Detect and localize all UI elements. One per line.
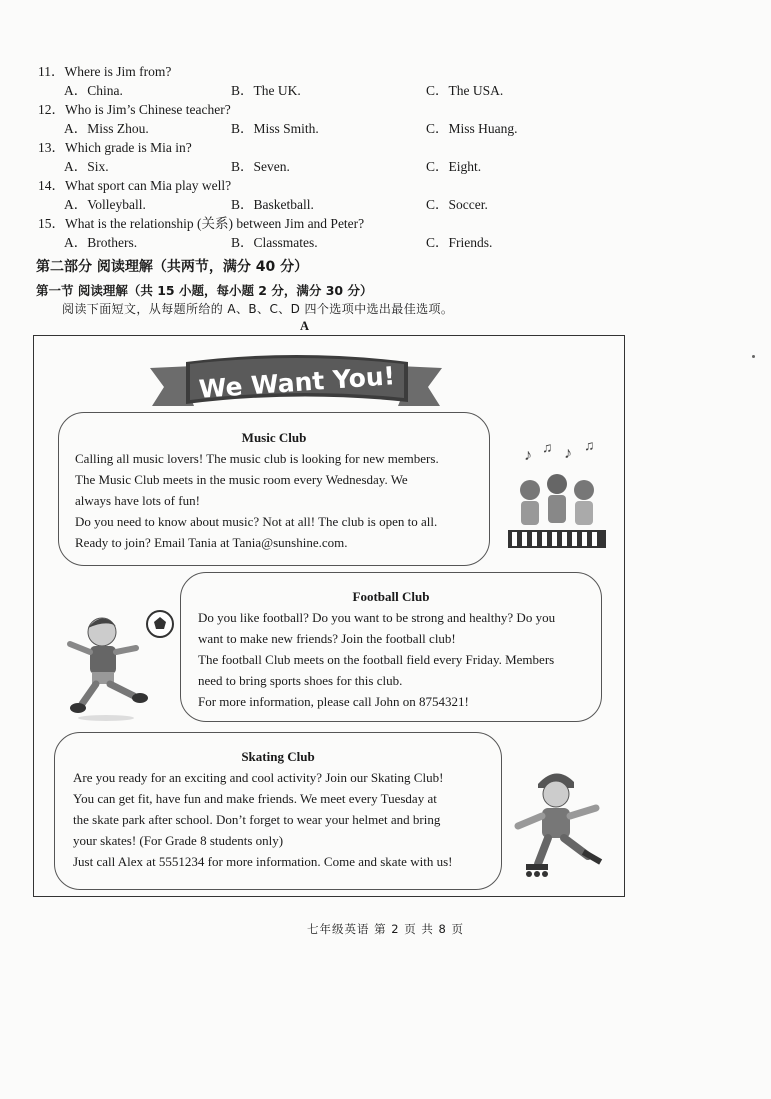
question-15-options [38, 231, 738, 251]
skating-club-line: Are you ready for an exciting and cool activity? Join our Skating Club! [73, 770, 444, 785]
music-club-line: always have lots of fun! [75, 493, 200, 508]
football-player-icon [56, 604, 176, 724]
svg-text:♫: ♫ [584, 439, 595, 454]
football-club-line: Do you like football? Do you want to be strong and healthy? Do you [198, 610, 556, 625]
question-15: 15．What is the relationship (关系) between Jim and Peter? [38, 216, 365, 231]
option-c: C．Eight. [426, 159, 482, 174]
question-13-options [38, 155, 738, 175]
roller-skater-icon [508, 764, 608, 884]
option-b: B．The UK. [231, 83, 301, 98]
question-11-options [38, 79, 738, 99]
part2-title: 第二部分 阅读理解（共两节，满分 40 分） [36, 259, 309, 275]
option-c: C．Soccer. [426, 197, 488, 212]
option-a: A．Miss Zhou. [64, 121, 149, 136]
svg-text:♪: ♪ [564, 445, 572, 462]
question-14-options [38, 193, 738, 213]
option-a: A．Volleyball. [64, 197, 146, 212]
question-12: 12．Who is Jim’s Chinese teacher? [38, 102, 231, 117]
question-11: 11．Where is Jim from? [38, 64, 172, 79]
question-12-options [38, 117, 738, 137]
option-c: C．Friends. [426, 235, 493, 250]
skating-club-line: the skate park after school. Don’t forget to wear your helmet and bring [73, 812, 441, 827]
music-club-card [58, 412, 490, 566]
football-club-card [180, 572, 602, 722]
football-club-line: want to make new friends? Join the football club! [198, 631, 456, 646]
music-club-line: Ready to join? Email Tania at Tania@sunshine.com. [75, 535, 348, 550]
skating-club-line: You can get fit, have fun and make friends. We meet every Tuesday at [73, 791, 437, 806]
option-c: C．Miss Huang. [426, 121, 518, 136]
passage-label: A [300, 319, 310, 333]
music-club-line: Do you need to know about music? Not at all! The club is open to all. [75, 514, 438, 529]
skating-club-line: Just call Alex at 5551234 for more information. Come and skate with us! [73, 854, 453, 869]
music-club-line: Calling all music lovers! The music club is looking for new members. [75, 451, 439, 466]
scan-speck [752, 355, 755, 358]
music-club-line: The Music Club meets in the music room every Wednesday. We [75, 472, 408, 487]
option-b: B．Classmates. [231, 235, 318, 250]
option-b: B．Basketball. [231, 197, 314, 212]
skating-club-line: your skates! (For Grade 8 students only) [73, 833, 284, 848]
svg-text:♪: ♪ [524, 447, 532, 464]
music-kids-icon [502, 438, 612, 554]
option-a: A．China. [64, 83, 123, 98]
option-c: C．The USA. [426, 83, 504, 98]
banner-title: We Want You! [197, 361, 396, 404]
passage-frame [33, 335, 625, 897]
football-club-line: need to bring sports shoes for this club. [198, 673, 403, 688]
skating-club-title: Skating Club [241, 749, 315, 764]
question-13: 13．Which grade is Mia in? [38, 140, 192, 155]
football-club-title: Football Club [352, 589, 430, 604]
option-b: B．Seven. [231, 159, 290, 174]
option-b: B．Miss Smith. [231, 121, 319, 136]
football-club-line: For more information, please call John on 8754321! [198, 694, 469, 709]
option-a: A．Brothers. [64, 235, 138, 250]
svg-text:♫: ♫ [542, 441, 553, 456]
page-footer: 七年级英语 第 2 页 共 8 页 [306, 922, 465, 936]
option-a: A．Six. [64, 159, 109, 174]
skating-club-card [54, 732, 502, 890]
football-club-line: The football Club meets on the football field every Friday. Members [198, 652, 555, 667]
question-14: 14．What sport can Mia play well? [38, 178, 232, 193]
music-club-title: Music Club [241, 430, 307, 445]
reading-instruction: 阅读下面短文，从每题所给的 A、B、C、D 四个选项中选出最佳选项。 [62, 302, 454, 316]
section1-title: 第一节 阅读理解（共 15 小题，每小题 2 分，满分 30 分） [36, 283, 373, 298]
